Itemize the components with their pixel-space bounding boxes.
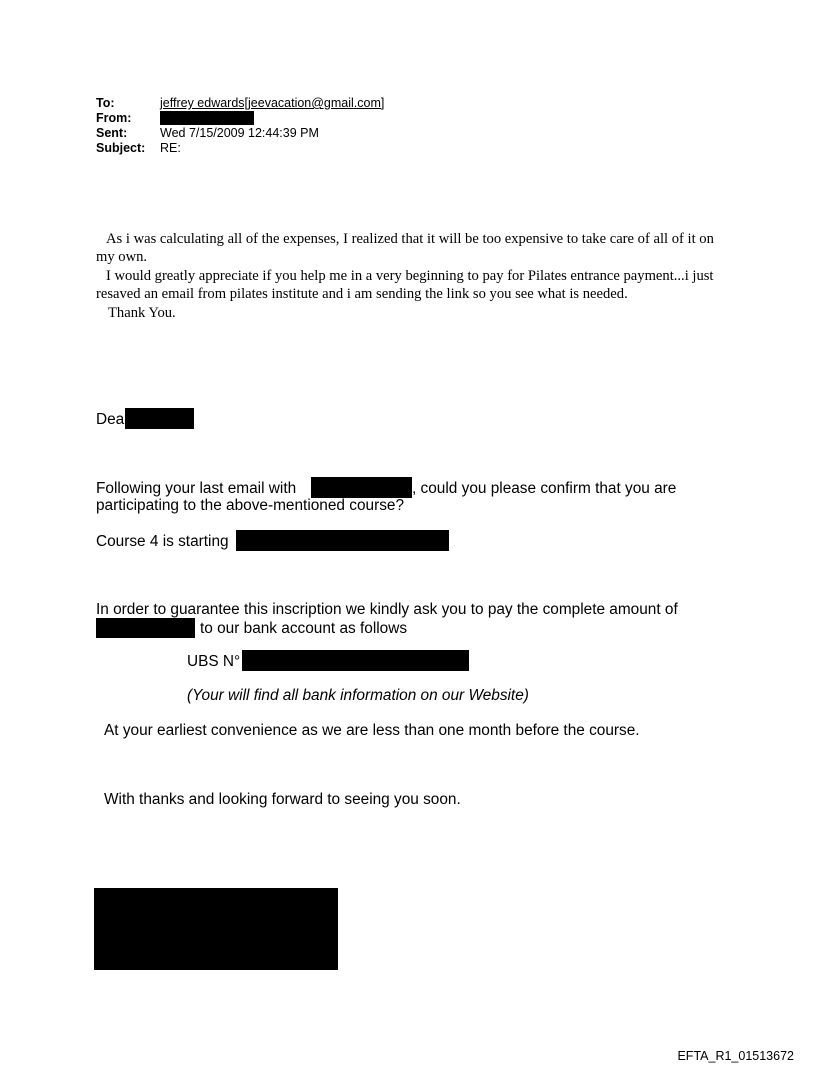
convenience-line: At your earliest convenience as we are less than one month before the course.	[104, 722, 640, 739]
from-label: From:	[96, 111, 132, 125]
amount-redaction	[96, 618, 195, 638]
course-start-line: Course 4 is starting	[96, 533, 229, 550]
bank-info-note: (Your will find all bank information on our Website)	[187, 687, 529, 704]
ubs-line: UBS N°	[187, 653, 241, 670]
greeting: Dea	[96, 411, 125, 428]
sent-value: Wed 7/15/2009 12:44:39 PM	[160, 126, 319, 140]
reply-body	[96, 230, 736, 322]
contact-name-redaction	[311, 477, 412, 498]
following-line-2: participating to the above-mentioned course?	[96, 497, 405, 514]
reply-paragraph-2: I would greatly appreciate if you help me in a very beginning to pay for Pilates entrance payment...i just resaved an email from pilates institute and i am sending the link so you see what is needed.	[96, 267, 714, 303]
course-date-redaction	[236, 530, 449, 551]
thanks-line: With thanks and looking forward to seeing you soon.	[104, 791, 461, 808]
order-line-1: In order to guarantee this inscription we kindly ask you to pay the complete amount of	[96, 601, 678, 618]
account-number-redaction	[242, 650, 469, 671]
subject-value: RE:	[160, 141, 181, 155]
subject-label: Subject:	[96, 141, 146, 155]
to-label: To:	[96, 96, 115, 110]
order-line-2: to our bank account as follows	[200, 620, 408, 637]
sent-label: Sent:	[96, 126, 128, 140]
signature-redaction	[94, 888, 338, 970]
reply-paragraph-3: Thank You.	[108, 304, 176, 321]
document-id: EFTA_R1_01513672	[677, 1049, 794, 1063]
following-line-1b: , could you please confirm that you are	[412, 480, 677, 497]
email-header	[96, 97, 496, 163]
following-line-1a: Following your last email with	[96, 480, 297, 497]
from-redaction	[160, 111, 254, 125]
reply-paragraph-1: As i was calculating all of the expenses, I realized that it will be too expensive to take care of all of it on my own.	[96, 231, 714, 266]
greeting-name-redaction	[125, 408, 194, 429]
to-value[interactable]: jeffrey edwards[jeevacation@gmail.com]	[160, 96, 385, 110]
